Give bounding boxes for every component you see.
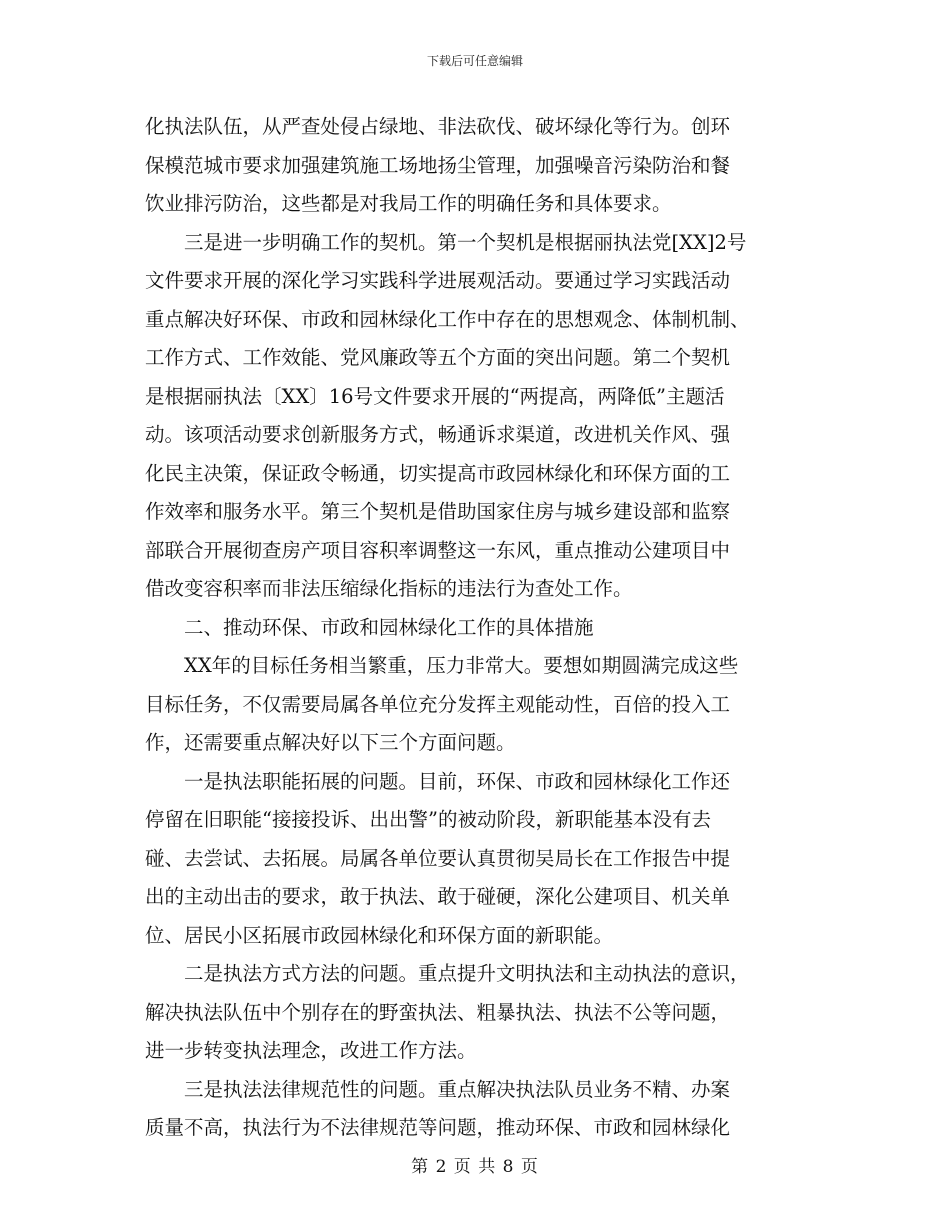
text-line: 进一步转变执法理念，改进工作方法。 xyxy=(145,1039,477,1062)
text-line: 质量不高，执法行为不法律规范等问题，推动环保、市政和园林绿化 xyxy=(145,1116,731,1139)
text-line: 保模范城市要求加强建筑施工场地扬尘管理，加强噪音污染防治和餐 xyxy=(145,153,731,177)
text-line: 借改变容积率而非法压缩绿化指标的违法行为查处工作。 xyxy=(145,577,633,600)
text-line: 饮业排污防治，这些都是对我局工作的明确任务和具体要求。 xyxy=(145,192,672,215)
text-line: 二是执法方式方法的问题。重点提升文明执法和主动执法的意识， xyxy=(145,962,750,985)
document-body xyxy=(145,108,805,1148)
text-line: 重点解决好环保、市政和园林绿化工作中存在的思想观念、体制机制、 xyxy=(145,307,750,331)
text-line: 化民主决策，保证政令畅通，切实提高市政园林绿化和环保方面的工 xyxy=(145,461,731,485)
text-line: 是根据丽执法〔XX〕16号文件要求开展的“两提高，两降低”主题活 xyxy=(145,384,725,408)
text-line: 解决执法队伍中个别存在的野蛮执法、粗暴执法、执法不公等问题， xyxy=(145,1000,731,1024)
text-line: 出的主动出击的要求，敢于执法、敢于碰硬，深化公建项目、机关单 xyxy=(145,885,731,908)
page-header-note: 下载后可任意编辑 xyxy=(426,54,523,68)
text-line: 化执法队伍，从严查处侵占绿地、非法砍伐、破坏绿化等行为。创环 xyxy=(145,115,731,138)
text-line: 三是进一步明确工作的契机。第一个契机是根据丽执法党[XX]2号 xyxy=(145,230,747,254)
section-heading: 二、推动环保、市政和园林绿化工作的具体措施 xyxy=(145,615,594,639)
text-line: 文件要求开展的深化学习实践科学进展观活动。要通过学习实践活动 xyxy=(145,269,731,292)
text-line: 一是执法职能拓展的问题。目前，环保、市政和园林绿化工作还 xyxy=(145,769,731,793)
text-line: XX年的目标任务相当繁重，压力非常大。要想如期圆满完成这些 xyxy=(145,654,739,677)
page-number: 第 2 页 共 8 页 xyxy=(411,1157,539,1177)
text-line: 动。该项活动要求创新服务方式，畅通诉求渠道，改进机关作风、强 xyxy=(145,423,731,446)
text-line: 目标任务，不仅需要局属各单位充分发挥主观能动性，百倍的投入工 xyxy=(145,692,731,716)
text-line: 三是执法法律规范性的问题。重点解决执法队员业务不精、办案 xyxy=(145,1077,731,1101)
text-line: 部联合开展彻查房产项目容积率调整这一东风，重点推动公建项目中 xyxy=(145,538,731,562)
text-line: 作效率和服务水平。第三个契机是借助国家住房与城乡建设部和监察 xyxy=(145,500,731,523)
text-line: 位、居民小区拓展市政园林绿化和环保方面的新职能。 xyxy=(145,923,614,947)
text-line: 工作方式、工作效能、党风廉政等五个方面的突出问题。第二个契机 xyxy=(145,346,731,369)
text-line: 作，还需要重点解决好以下三个方面问题。 xyxy=(145,731,516,754)
text-line: 碰、去尝试、去拓展。局属各单位要认真贯彻吴局长在工作报告中提 xyxy=(145,846,731,870)
text-line: 停留在旧职能“接接投诉、出出警”的被动阶段，新职能基本没有去 xyxy=(145,808,711,831)
